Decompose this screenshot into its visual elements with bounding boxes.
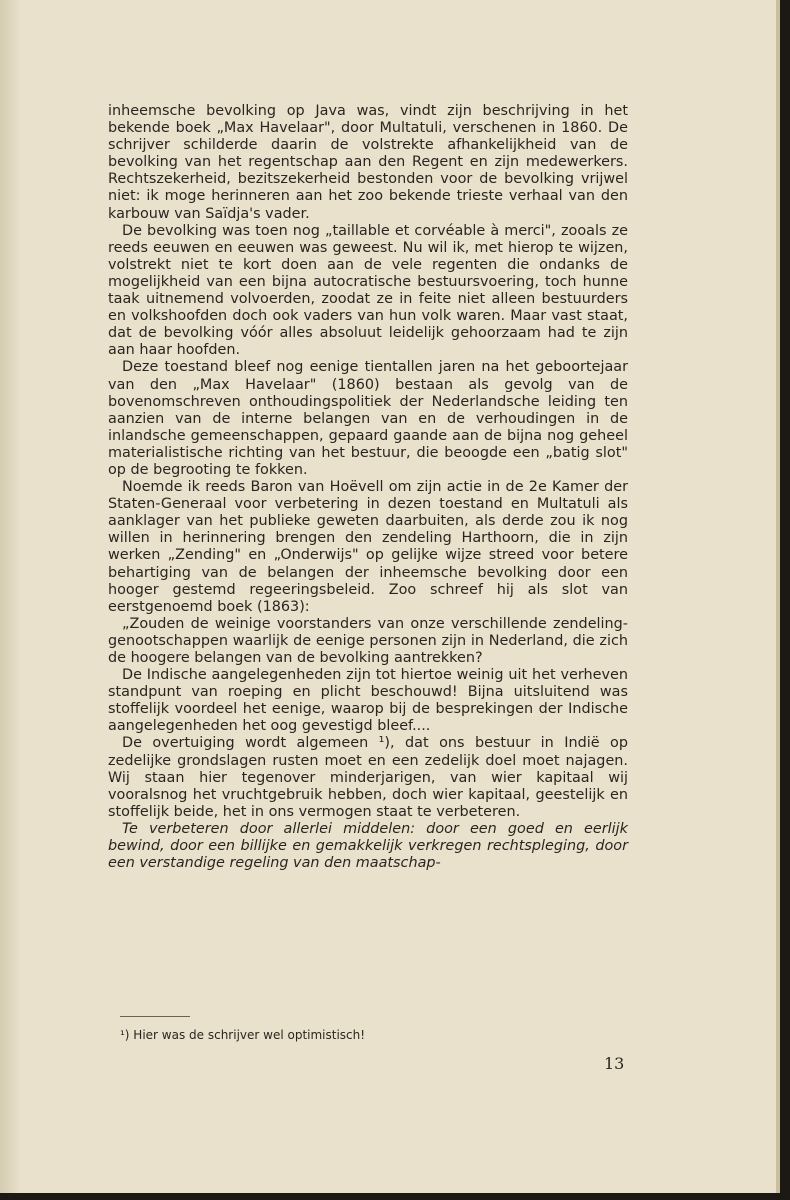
footnote: ¹) Hier was de schrijver wel optimistisch!	[120, 1028, 366, 1042]
paragraph-1: inheemsche bevolking op Java was, vindt zijn beschrijving in het bekende boek „Max Havelaar", door Multatuli, verschenen in 1860. De schrijver schilderde daarin de volstrekte afhankelijkheid van de bevolking van het regentschap aan den Regent en zijn medewerkers. Rechtszekerheid, bezitszekerheid bestonden voor de bevolking vrijwel niet: ik moge herinneren aan het zoo bekende trieste verhaal van den karbouw van Saïdja's vader.	[108, 103, 628, 222]
paragraph-2: De bevolking was toen nog „taillable et corvéable à merci", zooals ze reeds eeuwen en eeuwen was geweest. Nu wil ik, met hierop te wijzen, volstrekt niet te kort doen aan de vele regenten die ondanks de mogelijkheid van een bijna autocratische bestuursvoering, toch hunne taak uitnemend volvoerden, zoodat ze in feite niet alleen bestuurders en volkshoofden doch ook vaders van hun volk waren. Maar vast staat, dat de bevolking vóór alles absoluut leidelijk gehoorzaam had te zijn aan haar hoofden.	[108, 222, 628, 359]
quote-paragraph-1: „Zouden de weinige voorstanders van onze verschillende zendeling-genootschappen waarlijk de eenige personen zijn in Nederland, die zich de hoogere belangen van de bevolking aantrekken?	[108, 615, 628, 666]
paragraph-3: Deze toestand bleef nog eenige tientallen jaren na het geboortejaar van den „Max Havelaar" (1860) bestaan als gevolg van de bovenomschreven onthoudingspolitiek der Nederlandsche leiding ten aanzien van de interne belangen van en de verhoudingen in de inlandsche gemeenschappen, gepaard gaande aan de bijna nog geheel materialistische richting van het bestuur, die beoogde een „batig slot" op de begrooting te fokken.	[108, 359, 628, 478]
page-edge	[776, 0, 780, 1193]
footnote-divider	[120, 1016, 190, 1017]
page-number: 13	[604, 1054, 625, 1073]
quote-paragraph-2: De Indische aangelegenheden zijn tot hiertoe weinig uit het verheven standpunt van roeping en plicht beschouwd! Bijna uitsluitend was stoffelijk voordeel het eenige, waarop bij de besprekingen der Indische aangelegenheden het oog gevestigd bleef....	[108, 667, 628, 735]
page-gutter	[0, 0, 22, 1193]
italic-paragraph: Te verbeteren door allerlei middelen: door een goed en eerlijk bewind, door een billijke en gemakkelijk verkregen rechtspleging, door een verstandige regeling van den maatschap-	[108, 820, 628, 872]
body-text	[108, 103, 628, 872]
paragraph-4: Noemde ik reeds Baron van Hoëvell om zijn actie in de 2e Kamer der Staten-Generaal voor verbetering in dezen toestand en Multatuli als aanklager van het publieke geweten daarbuiten, als derde zou ik nog willen in herinnering brengen den zendeling Harthoorn, die in zijn werken „Zending" en „Onderwijs" op gelijke wijze streed voor betere behartiging van de belangen der inheemsche bevolking door een hooger gestemd regeeringsbeleid. Zoo schreef hij als slot van eerstgenoemd boek (1863):	[108, 479, 628, 615]
quote-paragraph-3: De overtuiging wordt algemeen ¹), dat ons bestuur in Indië op zedelijke grondslagen rusten moet en een zedelijk doel moet najagen. Wij staan hier tegenover minderjarigen, van wier kapitaal wij vooralsnog het vruchtgebruik hebben, doch wier kapitaal, geestelijk en stoffelijk beide, het in ons vermogen staat te verbeteren.	[108, 735, 628, 820]
